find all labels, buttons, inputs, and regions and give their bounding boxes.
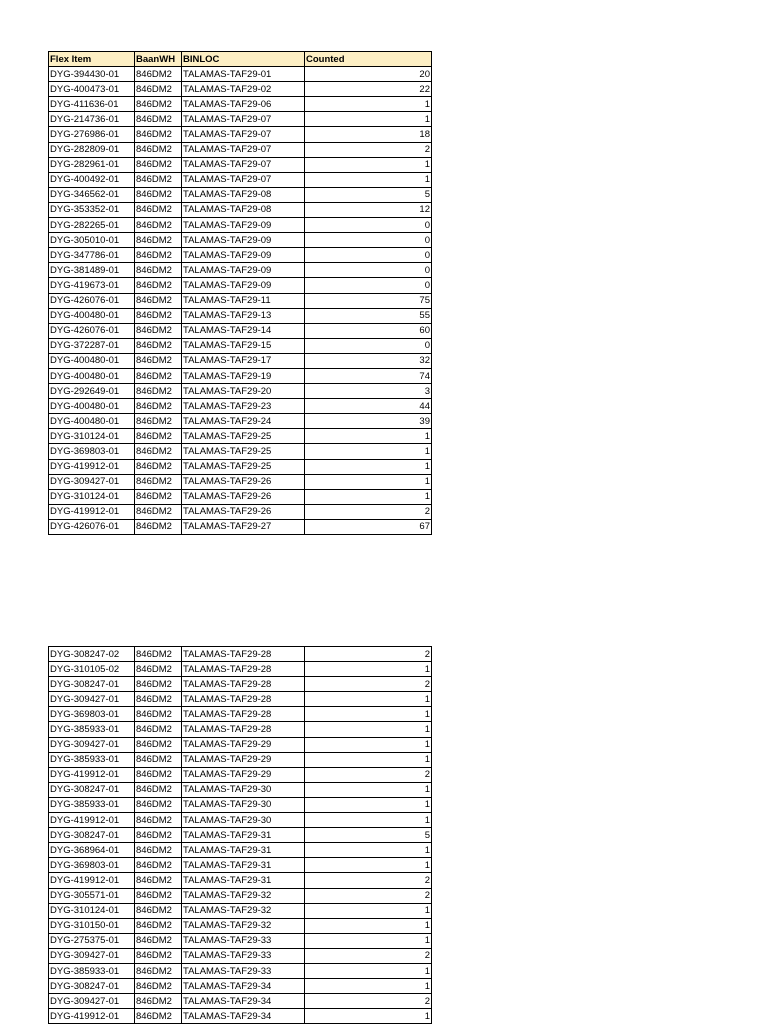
cell-flex-item: DYG-400492-01 xyxy=(49,172,135,187)
table-row xyxy=(49,172,432,187)
cell-baanwh: 846DM2 xyxy=(135,172,182,187)
cell-binloc: TALAMAS-TAF29-31 xyxy=(182,858,305,873)
header-row xyxy=(49,52,432,67)
cell-flex-item: DYG-419912-01 xyxy=(49,1009,135,1024)
cell-flex-item: DYG-308247-01 xyxy=(49,677,135,692)
cell-binloc: TALAMAS-TAF29-13 xyxy=(182,308,305,323)
cell-binloc: TALAMAS-TAF29-23 xyxy=(182,399,305,414)
cell-flex-item: DYG-309427-01 xyxy=(49,692,135,707)
cell-baanwh: 846DM2 xyxy=(135,1009,182,1024)
cell-counted: 1 xyxy=(305,918,432,933)
cell-baanwh: 846DM2 xyxy=(135,157,182,172)
cell-counted: 0 xyxy=(305,233,432,248)
cell-counted: 1 xyxy=(305,707,432,722)
table-row xyxy=(49,353,432,368)
cell-binloc: TALAMAS-TAF29-28 xyxy=(182,677,305,692)
cell-baanwh: 846DM2 xyxy=(135,308,182,323)
cell-binloc: TALAMAS-TAF29-09 xyxy=(182,233,305,248)
cell-baanwh: 846DM2 xyxy=(135,737,182,752)
cell-baanwh: 846DM2 xyxy=(135,858,182,873)
table-row xyxy=(49,677,432,692)
cell-counted: 1 xyxy=(305,112,432,127)
cell-flex-item: DYG-426076-01 xyxy=(49,293,135,308)
table-row xyxy=(49,187,432,202)
cell-binloc: TALAMAS-TAF29-30 xyxy=(182,813,305,828)
cell-flex-item: DYG-381489-01 xyxy=(49,263,135,278)
cell-flex-item: DYG-426076-01 xyxy=(49,323,135,338)
cell-binloc: TALAMAS-TAF29-09 xyxy=(182,218,305,233)
cell-flex-item: DYG-282265-01 xyxy=(49,218,135,233)
cell-binloc: TALAMAS-TAF29-06 xyxy=(182,97,305,112)
cell-counted: 2 xyxy=(305,142,432,157)
table-row xyxy=(49,767,432,782)
cell-flex-item: DYG-368964-01 xyxy=(49,843,135,858)
cell-baanwh: 846DM2 xyxy=(135,82,182,97)
table-row xyxy=(49,489,432,504)
cell-baanwh: 846DM2 xyxy=(135,142,182,157)
cell-flex-item: DYG-385933-01 xyxy=(49,797,135,812)
cell-baanwh: 846DM2 xyxy=(135,677,182,692)
cell-baanwh: 846DM2 xyxy=(135,127,182,142)
cell-flex-item: DYG-419912-01 xyxy=(49,873,135,888)
cell-flex-item: DYG-353352-01 xyxy=(49,202,135,217)
cell-flex-item: DYG-411636-01 xyxy=(49,97,135,112)
cell-counted: 32 xyxy=(305,353,432,368)
cell-counted: 67 xyxy=(305,519,432,534)
cell-flex-item: DYG-276986-01 xyxy=(49,127,135,142)
table-row xyxy=(49,858,432,873)
cell-counted: 44 xyxy=(305,399,432,414)
table-row xyxy=(49,647,432,662)
cell-flex-item: DYG-385933-01 xyxy=(49,752,135,767)
cell-counted: 1 xyxy=(305,157,432,172)
table-row xyxy=(49,97,432,112)
cell-binloc: TALAMAS-TAF29-34 xyxy=(182,1009,305,1024)
table-row xyxy=(49,918,432,933)
cell-baanwh: 846DM2 xyxy=(135,767,182,782)
cell-counted: 5 xyxy=(305,187,432,202)
table-row xyxy=(49,414,432,429)
cell-baanwh: 846DM2 xyxy=(135,994,182,1009)
table-row xyxy=(49,67,432,82)
cell-counted: 1 xyxy=(305,662,432,677)
cell-counted: 0 xyxy=(305,263,432,278)
cell-baanwh: 846DM2 xyxy=(135,202,182,217)
table-row xyxy=(49,873,432,888)
cell-counted: 3 xyxy=(305,384,432,399)
cell-flex-item: DYG-400480-01 xyxy=(49,368,135,383)
cell-counted: 1 xyxy=(305,903,432,918)
table-row xyxy=(49,797,432,812)
cell-counted: 2 xyxy=(305,504,432,519)
cell-binloc: TALAMAS-TAF29-27 xyxy=(182,519,305,534)
cell-flex-item: DYG-310124-01 xyxy=(49,489,135,504)
cell-binloc: TALAMAS-TAF29-24 xyxy=(182,414,305,429)
cell-binloc: TALAMAS-TAF29-29 xyxy=(182,752,305,767)
cell-flex-item: DYG-309427-01 xyxy=(49,948,135,963)
cell-flex-item: DYG-369803-01 xyxy=(49,858,135,873)
cell-flex-item: DYG-308247-02 xyxy=(49,647,135,662)
cell-flex-item: DYG-400473-01 xyxy=(49,82,135,97)
cell-counted: 74 xyxy=(305,368,432,383)
cell-binloc: TALAMAS-TAF29-07 xyxy=(182,172,305,187)
cell-binloc: TALAMAS-TAF29-31 xyxy=(182,828,305,843)
cell-counted: 55 xyxy=(305,308,432,323)
cell-baanwh: 846DM2 xyxy=(135,662,182,677)
cell-baanwh: 846DM2 xyxy=(135,918,182,933)
cell-baanwh: 846DM2 xyxy=(135,233,182,248)
cell-counted: 60 xyxy=(305,323,432,338)
table-row xyxy=(49,429,432,444)
cell-binloc: TALAMAS-TAF29-26 xyxy=(182,489,305,504)
cell-flex-item: DYG-419912-01 xyxy=(49,504,135,519)
cell-counted: 1 xyxy=(305,979,432,994)
cell-flex-item: DYG-282809-01 xyxy=(49,142,135,157)
table-row xyxy=(49,979,432,994)
cell-binloc: TALAMAS-TAF29-09 xyxy=(182,263,305,278)
cell-binloc: TALAMAS-TAF29-07 xyxy=(182,142,305,157)
cell-counted: 2 xyxy=(305,647,432,662)
cell-binloc: TALAMAS-TAF29-14 xyxy=(182,323,305,338)
table-row xyxy=(49,248,432,263)
cell-binloc: TALAMAS-TAF29-25 xyxy=(182,444,305,459)
cell-binloc: TALAMAS-TAF29-33 xyxy=(182,933,305,948)
cell-flex-item: DYG-394430-01 xyxy=(49,67,135,82)
cell-binloc: TALAMAS-TAF29-32 xyxy=(182,918,305,933)
cell-flex-item: DYG-347786-01 xyxy=(49,248,135,263)
table-row xyxy=(49,293,432,308)
cell-baanwh: 846DM2 xyxy=(135,752,182,767)
cell-counted: 1 xyxy=(305,692,432,707)
cell-baanwh: 846DM2 xyxy=(135,504,182,519)
cell-binloc: TALAMAS-TAF29-29 xyxy=(182,767,305,782)
cell-baanwh: 846DM2 xyxy=(135,444,182,459)
cell-binloc: TALAMAS-TAF29-26 xyxy=(182,504,305,519)
inventory-table-2 xyxy=(48,646,432,1024)
cell-binloc: TALAMAS-TAF29-34 xyxy=(182,994,305,1009)
cell-flex-item: DYG-310124-01 xyxy=(49,903,135,918)
table-row xyxy=(49,157,432,172)
cell-binloc: TALAMAS-TAF29-33 xyxy=(182,948,305,963)
cell-flex-item: DYG-308247-01 xyxy=(49,979,135,994)
cell-counted: 1 xyxy=(305,752,432,767)
cell-counted: 39 xyxy=(305,414,432,429)
table-row xyxy=(49,948,432,963)
cell-baanwh: 846DM2 xyxy=(135,692,182,707)
table-row xyxy=(49,142,432,157)
cell-binloc: TALAMAS-TAF29-17 xyxy=(182,353,305,368)
cell-flex-item: DYG-419912-01 xyxy=(49,459,135,474)
table-row xyxy=(49,459,432,474)
cell-binloc: TALAMAS-TAF29-31 xyxy=(182,873,305,888)
cell-binloc: TALAMAS-TAF29-25 xyxy=(182,429,305,444)
cell-binloc: TALAMAS-TAF29-07 xyxy=(182,112,305,127)
cell-binloc: TALAMAS-TAF29-28 xyxy=(182,722,305,737)
cell-binloc: TALAMAS-TAF29-28 xyxy=(182,647,305,662)
cell-counted: 0 xyxy=(305,338,432,353)
cell-baanwh: 846DM2 xyxy=(135,797,182,812)
cell-baanwh: 846DM2 xyxy=(135,489,182,504)
cell-counted: 2 xyxy=(305,873,432,888)
cell-counted: 1 xyxy=(305,459,432,474)
cell-baanwh: 846DM2 xyxy=(135,293,182,308)
cell-counted: 0 xyxy=(305,278,432,293)
cell-counted: 1 xyxy=(305,429,432,444)
cell-counted: 1 xyxy=(305,1009,432,1024)
cell-flex-item: DYG-308247-01 xyxy=(49,828,135,843)
table-row xyxy=(49,903,432,918)
cell-flex-item: DYG-369803-01 xyxy=(49,707,135,722)
cell-counted: 1 xyxy=(305,444,432,459)
cell-baanwh: 846DM2 xyxy=(135,97,182,112)
cell-baanwh: 846DM2 xyxy=(135,519,182,534)
cell-baanwh: 846DM2 xyxy=(135,903,182,918)
cell-counted: 1 xyxy=(305,813,432,828)
cell-flex-item: DYG-305010-01 xyxy=(49,233,135,248)
cell-binloc: TALAMAS-TAF29-07 xyxy=(182,157,305,172)
cell-baanwh: 846DM2 xyxy=(135,722,182,737)
cell-binloc: TALAMAS-TAF29-28 xyxy=(182,662,305,677)
cell-binloc: TALAMAS-TAF29-34 xyxy=(182,979,305,994)
cell-counted: 2 xyxy=(305,677,432,692)
cell-flex-item: DYG-400480-01 xyxy=(49,308,135,323)
cell-binloc: TALAMAS-TAF29-28 xyxy=(182,707,305,722)
cell-flex-item: DYG-419912-01 xyxy=(49,767,135,782)
cell-counted: 1 xyxy=(305,782,432,797)
cell-flex-item: DYG-305571-01 xyxy=(49,888,135,903)
table-row xyxy=(49,82,432,97)
cell-baanwh: 846DM2 xyxy=(135,813,182,828)
table-row xyxy=(49,278,432,293)
table-row xyxy=(49,782,432,797)
table-row xyxy=(49,308,432,323)
cell-binloc: TALAMAS-TAF29-02 xyxy=(182,82,305,97)
cell-counted: 1 xyxy=(305,737,432,752)
header-counted: Counted xyxy=(305,52,432,67)
table-row xyxy=(49,218,432,233)
cell-binloc: TALAMAS-TAF29-31 xyxy=(182,843,305,858)
cell-binloc: TALAMAS-TAF29-08 xyxy=(182,187,305,202)
cell-baanwh: 846DM2 xyxy=(135,828,182,843)
cell-binloc: TALAMAS-TAF29-30 xyxy=(182,782,305,797)
cell-flex-item: DYG-310150-01 xyxy=(49,918,135,933)
cell-baanwh: 846DM2 xyxy=(135,323,182,338)
table-row xyxy=(49,323,432,338)
cell-flex-item: DYG-309427-01 xyxy=(49,474,135,489)
cell-baanwh: 846DM2 xyxy=(135,707,182,722)
cell-counted: 2 xyxy=(305,948,432,963)
table-row xyxy=(49,384,432,399)
cell-flex-item: DYG-308247-01 xyxy=(49,782,135,797)
cell-counted: 12 xyxy=(305,202,432,217)
cell-baanwh: 846DM2 xyxy=(135,782,182,797)
cell-counted: 1 xyxy=(305,172,432,187)
cell-flex-item: DYG-369803-01 xyxy=(49,444,135,459)
cell-baanwh: 846DM2 xyxy=(135,429,182,444)
table-row xyxy=(49,127,432,142)
cell-counted: 18 xyxy=(305,127,432,142)
cell-counted: 1 xyxy=(305,474,432,489)
cell-counted: 2 xyxy=(305,994,432,1009)
cell-baanwh: 846DM2 xyxy=(135,414,182,429)
cell-flex-item: DYG-400480-01 xyxy=(49,399,135,414)
cell-flex-item: DYG-292649-01 xyxy=(49,384,135,399)
cell-flex-item: DYG-282961-01 xyxy=(49,157,135,172)
cell-counted: 1 xyxy=(305,963,432,978)
table-row xyxy=(49,933,432,948)
cell-baanwh: 846DM2 xyxy=(135,263,182,278)
cell-counted: 1 xyxy=(305,858,432,873)
cell-counted: 0 xyxy=(305,248,432,263)
cell-baanwh: 846DM2 xyxy=(135,399,182,414)
cell-baanwh: 846DM2 xyxy=(135,963,182,978)
table-row xyxy=(49,692,432,707)
cell-counted: 22 xyxy=(305,82,432,97)
cell-baanwh: 846DM2 xyxy=(135,187,182,202)
cell-binloc: TALAMAS-TAF29-09 xyxy=(182,248,305,263)
cell-flex-item: DYG-419912-01 xyxy=(49,813,135,828)
cell-counted: 1 xyxy=(305,843,432,858)
cell-counted: 1 xyxy=(305,489,432,504)
cell-baanwh: 846DM2 xyxy=(135,843,182,858)
table-row xyxy=(49,263,432,278)
table-row xyxy=(49,737,432,752)
cell-flex-item: DYG-310124-01 xyxy=(49,429,135,444)
header-flex-item: Flex Item xyxy=(49,52,135,67)
cell-flex-item: DYG-309427-01 xyxy=(49,994,135,1009)
cell-baanwh: 846DM2 xyxy=(135,248,182,263)
header-binloc: BINLOC xyxy=(182,52,305,67)
table-row xyxy=(49,1009,432,1024)
table-row xyxy=(49,399,432,414)
cell-flex-item: DYG-385933-01 xyxy=(49,963,135,978)
cell-baanwh: 846DM2 xyxy=(135,647,182,662)
cell-binloc: TALAMAS-TAF29-25 xyxy=(182,459,305,474)
table-row xyxy=(49,519,432,534)
cell-baanwh: 846DM2 xyxy=(135,873,182,888)
table-row xyxy=(49,368,432,383)
cell-baanwh: 846DM2 xyxy=(135,933,182,948)
cell-binloc: TALAMAS-TAF29-07 xyxy=(182,127,305,142)
cell-counted: 0 xyxy=(305,218,432,233)
cell-binloc: TALAMAS-TAF29-01 xyxy=(182,67,305,82)
cell-flex-item: DYG-214736-01 xyxy=(49,112,135,127)
cell-counted: 1 xyxy=(305,97,432,112)
cell-binloc: TALAMAS-TAF29-09 xyxy=(182,278,305,293)
table-row xyxy=(49,707,432,722)
cell-counted: 5 xyxy=(305,828,432,843)
cell-flex-item: DYG-346562-01 xyxy=(49,187,135,202)
cell-counted: 2 xyxy=(305,888,432,903)
cell-baanwh: 846DM2 xyxy=(135,384,182,399)
cell-counted: 1 xyxy=(305,722,432,737)
cell-binloc: TALAMAS-TAF29-11 xyxy=(182,293,305,308)
table-row xyxy=(49,963,432,978)
cell-flex-item: DYG-310105-02 xyxy=(49,662,135,677)
cell-counted: 1 xyxy=(305,797,432,812)
table-row xyxy=(49,338,432,353)
table-row xyxy=(49,112,432,127)
table-row xyxy=(49,843,432,858)
cell-flex-item: DYG-400480-01 xyxy=(49,353,135,368)
cell-binloc: TALAMAS-TAF29-30 xyxy=(182,797,305,812)
table-row xyxy=(49,813,432,828)
cell-binloc: TALAMAS-TAF29-19 xyxy=(182,368,305,383)
table-row xyxy=(49,722,432,737)
cell-flex-item: DYG-309427-01 xyxy=(49,737,135,752)
table-row xyxy=(49,994,432,1009)
cell-baanwh: 846DM2 xyxy=(135,979,182,994)
cell-baanwh: 846DM2 xyxy=(135,948,182,963)
table-row xyxy=(49,828,432,843)
table-2-body xyxy=(49,647,432,1024)
cell-flex-item: DYG-372287-01 xyxy=(49,338,135,353)
cell-flex-item: DYG-400480-01 xyxy=(49,414,135,429)
cell-binloc: TALAMAS-TAF29-15 xyxy=(182,338,305,353)
table-row xyxy=(49,474,432,489)
cell-counted: 75 xyxy=(305,293,432,308)
cell-baanwh: 846DM2 xyxy=(135,474,182,489)
cell-flex-item: DYG-275375-01 xyxy=(49,933,135,948)
cell-counted: 2 xyxy=(305,767,432,782)
cell-baanwh: 846DM2 xyxy=(135,112,182,127)
cell-baanwh: 846DM2 xyxy=(135,67,182,82)
table-row xyxy=(49,233,432,248)
table-row xyxy=(49,202,432,217)
cell-baanwh: 846DM2 xyxy=(135,459,182,474)
cell-binloc: TALAMAS-TAF29-32 xyxy=(182,888,305,903)
cell-baanwh: 846DM2 xyxy=(135,353,182,368)
table-row xyxy=(49,444,432,459)
table-row xyxy=(49,662,432,677)
table-row xyxy=(49,504,432,519)
cell-binloc: TALAMAS-TAF29-26 xyxy=(182,474,305,489)
cell-binloc: TALAMAS-TAF29-29 xyxy=(182,737,305,752)
header-baanwh: BaanWH xyxy=(135,52,182,67)
cell-binloc: TALAMAS-TAF29-08 xyxy=(182,202,305,217)
table-row xyxy=(49,888,432,903)
table-row xyxy=(49,752,432,767)
cell-flex-item: DYG-426076-01 xyxy=(49,519,135,534)
cell-flex-item: DYG-419673-01 xyxy=(49,278,135,293)
cell-counted: 20 xyxy=(305,67,432,82)
cell-binloc: TALAMAS-TAF29-20 xyxy=(182,384,305,399)
cell-binloc: TALAMAS-TAF29-28 xyxy=(182,692,305,707)
cell-baanwh: 846DM2 xyxy=(135,218,182,233)
cell-flex-item: DYG-385933-01 xyxy=(49,722,135,737)
cell-binloc: TALAMAS-TAF29-32 xyxy=(182,903,305,918)
cell-baanwh: 846DM2 xyxy=(135,278,182,293)
cell-baanwh: 846DM2 xyxy=(135,888,182,903)
cell-baanwh: 846DM2 xyxy=(135,368,182,383)
cell-baanwh: 846DM2 xyxy=(135,338,182,353)
inventory-table-1 xyxy=(48,51,432,535)
cell-counted: 1 xyxy=(305,933,432,948)
cell-binloc: TALAMAS-TAF29-33 xyxy=(182,963,305,978)
table-1-body xyxy=(49,67,432,535)
